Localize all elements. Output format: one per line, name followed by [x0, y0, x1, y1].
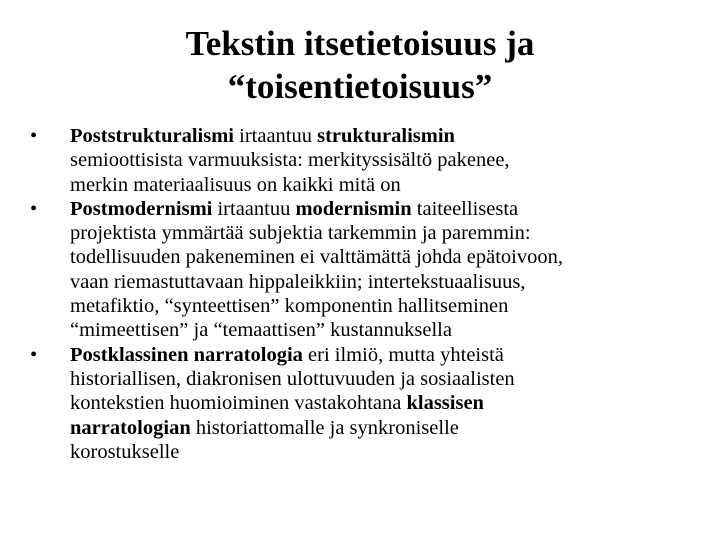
bold-term: Postklassinen narratologia: [70, 343, 303, 366]
bullet-text-line: [70, 318, 690, 342]
bold-term: modernismin: [295, 197, 412, 220]
bullet-text: kontekstien huomioiminen vastakohtana: [70, 392, 407, 415]
bullet-text-line: [70, 148, 690, 172]
bullet-marker: •: [30, 197, 38, 220]
bullet-text-line: [70, 440, 690, 464]
bullet-marker: •: [30, 125, 38, 147]
bold-term: strukturalismin: [317, 125, 455, 147]
bold-term: Postmodernismi: [70, 197, 213, 220]
bullet-item: [30, 343, 690, 464]
slide-title: [0, 22, 720, 108]
title-line-1: Tekstin itsetietoisuus ja: [185, 24, 535, 63]
bullet-text: semioottisista varmuuksista: merkityssisältö pakenee,: [70, 149, 510, 172]
title-line-2: “toisentietoisuus”: [227, 67, 493, 106]
bullet-text-line: [70, 294, 690, 318]
bullet-text: “mimeettisen” ja “temaattisen” kustannuksella: [70, 319, 452, 342]
bullet-text: metafiktio, “synteettisen” komponentin hallitseminen: [70, 295, 509, 318]
bullet-item: [30, 197, 690, 343]
bullet-marker: •: [30, 343, 38, 366]
bullet-text-line: [70, 343, 690, 367]
bullet-text-line: [70, 416, 690, 440]
bullet-text: irtaantuu: [234, 125, 318, 147]
bold-term: narratologian: [70, 416, 191, 439]
bullet-text: projektista ymmärtää subjektia tarkemmin ja paremmin:: [70, 222, 531, 245]
bullet-text-line: [70, 245, 690, 269]
bullet-text: irtaantuu: [212, 197, 296, 220]
bullet-text: korostukselle: [70, 440, 180, 463]
bullet-text-line: [70, 124, 690, 148]
bullet-list: [30, 124, 690, 464]
bold-term: Poststrukturalismi: [70, 125, 234, 147]
bullet-text-line: [70, 221, 690, 245]
bullet-text: merkin materiaalisuus on kaikki mitä on: [70, 173, 401, 196]
bullet-text: taiteellisesta: [411, 197, 519, 220]
bullet-text: historiattomalle ja synkroniselle: [190, 416, 459, 439]
bullet-text: vaan riemastuttavaan hippaleikkiin; intertekstuaalisuus,: [70, 270, 526, 293]
bullet-text-line: [70, 391, 690, 415]
bullet-text-line: [70, 270, 690, 294]
bullet-text-line: [70, 197, 690, 221]
bold-term: klassisen: [406, 392, 484, 415]
bullet-item: [30, 124, 690, 197]
bullet-text-line: [70, 173, 690, 197]
bullet-text: todellisuuden pakeneminen ei valttämättä johda epätoivoon,: [70, 246, 563, 269]
bullet-text-line: [70, 367, 690, 391]
bullet-text: historiallisen, diakronisen ulottuvuuden ja sosiaalisten: [70, 367, 515, 390]
bullet-text: eri ilmiö, mutta yhteistä: [302, 343, 504, 366]
